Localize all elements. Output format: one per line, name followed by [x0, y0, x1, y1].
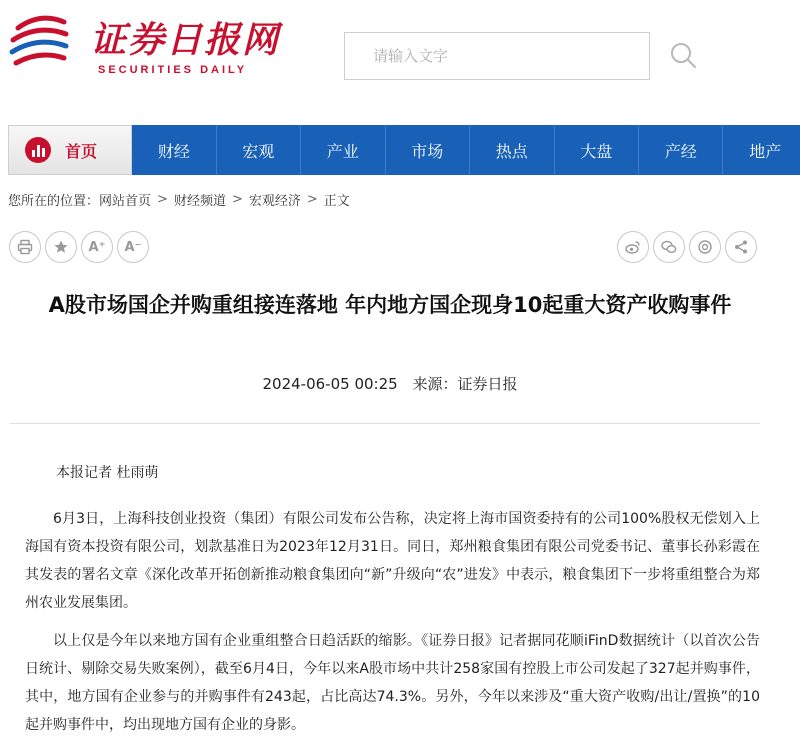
nav-item-macro[interactable]: 宏观	[217, 125, 301, 175]
logo-text-cn: 证券日报网	[90, 19, 281, 61]
nav-item-industrial-economy[interactable]: 产经	[639, 125, 723, 175]
breadcrumb-finance[interactable]: 财经频道	[173, 194, 226, 209]
breadcrumb-current: 正文	[323, 194, 350, 209]
logo-text-en: SECURITIES DAILY	[98, 64, 248, 76]
weibo-icon[interactable]	[617, 231, 649, 263]
nav-home-label: 首页	[65, 141, 98, 161]
chevron-right-icon: >	[306, 192, 318, 207]
font-larger-icon[interactable]: A⁺	[81, 231, 113, 263]
font-smaller-icon[interactable]: A⁻	[117, 231, 149, 263]
search-icon[interactable]	[668, 40, 698, 70]
nav-home[interactable]	[8, 125, 132, 175]
breadcrumb-home[interactable]: 网站首页	[99, 194, 152, 209]
moments-icon[interactable]	[689, 231, 721, 263]
favorite-star-icon[interactable]	[45, 231, 77, 263]
nav-item-industry[interactable]: 产业	[301, 125, 385, 175]
article-source: 证券日报	[457, 375, 518, 393]
search-box	[344, 32, 650, 80]
article-paragraph: 6月3日，上海科技创业投资（集团）有限公司发布公告称，决定将上海市国资委持有的公司100%股权无偿划入上海国有资本投资有限公司，划款基准日为2023年12月31日。同日，郑州粮食集团有限公司党委书记、董事长孙彩霞在其发表的署名文章《深化改革开拓创新推动粮食集团向“新”升级向“农”进发》中表示，粮食集团下一步将重组整合为郑州农业发展集团。	[25, 511, 760, 611]
search-input[interactable]	[345, 33, 649, 79]
breadcrumb-macro[interactable]: 宏观经济	[248, 194, 301, 209]
share-icon[interactable]	[725, 231, 757, 263]
chevron-right-icon: >	[157, 192, 168, 207]
article-source-label: 来源：	[412, 375, 458, 393]
nav-item-finance[interactable]: 财经	[132, 125, 216, 175]
logo-swirl-icon	[8, 10, 72, 74]
breadcrumb	[8, 190, 350, 209]
nav-item-hot[interactable]: 热点	[470, 125, 554, 175]
chevron-right-icon: >	[231, 192, 243, 207]
article-meta	[10, 373, 770, 394]
divider	[10, 423, 760, 424]
wechat-icon[interactable]	[653, 231, 685, 263]
bar-chart-icon	[25, 137, 51, 163]
article-paragraph: 以上仅是今年以来地方国有企业重组整合日趋活跃的缩影。《证券日报》记者据同花顺iFinD数据统计（以首次公告日统计、剔除交易失败案例），截至6月4日，今年以来A股市场中共计258家国有控股上市公司发起了327起并购事件，其中，地方国有企业参与的并购事件有243起，占比高达74.3%。另外，今年以来涉及“重大资产收购/出让/置换”的10起并购事件中，均出现地方国有企业的身影。	[25, 633, 760, 733]
nav-item-real-estate[interactable]: 地产	[723, 125, 800, 175]
breadcrumb-prefix: 您所在的位置：	[8, 194, 100, 209]
nav-item-index[interactable]: 大盘	[555, 125, 639, 175]
site-logo[interactable]	[8, 8, 281, 80]
article-datetime: 2024-06-05 00:25	[262, 375, 398, 393]
print-icon[interactable]	[9, 231, 41, 263]
nav-item-market[interactable]: 市场	[386, 125, 470, 175]
article-title: A股市场国企并购重组接连落地 年内地方国企现身10起重大资产收购事件	[48, 293, 732, 317]
main-nav	[8, 125, 800, 175]
article-byline: 本报记者 杜雨萌	[56, 465, 159, 481]
